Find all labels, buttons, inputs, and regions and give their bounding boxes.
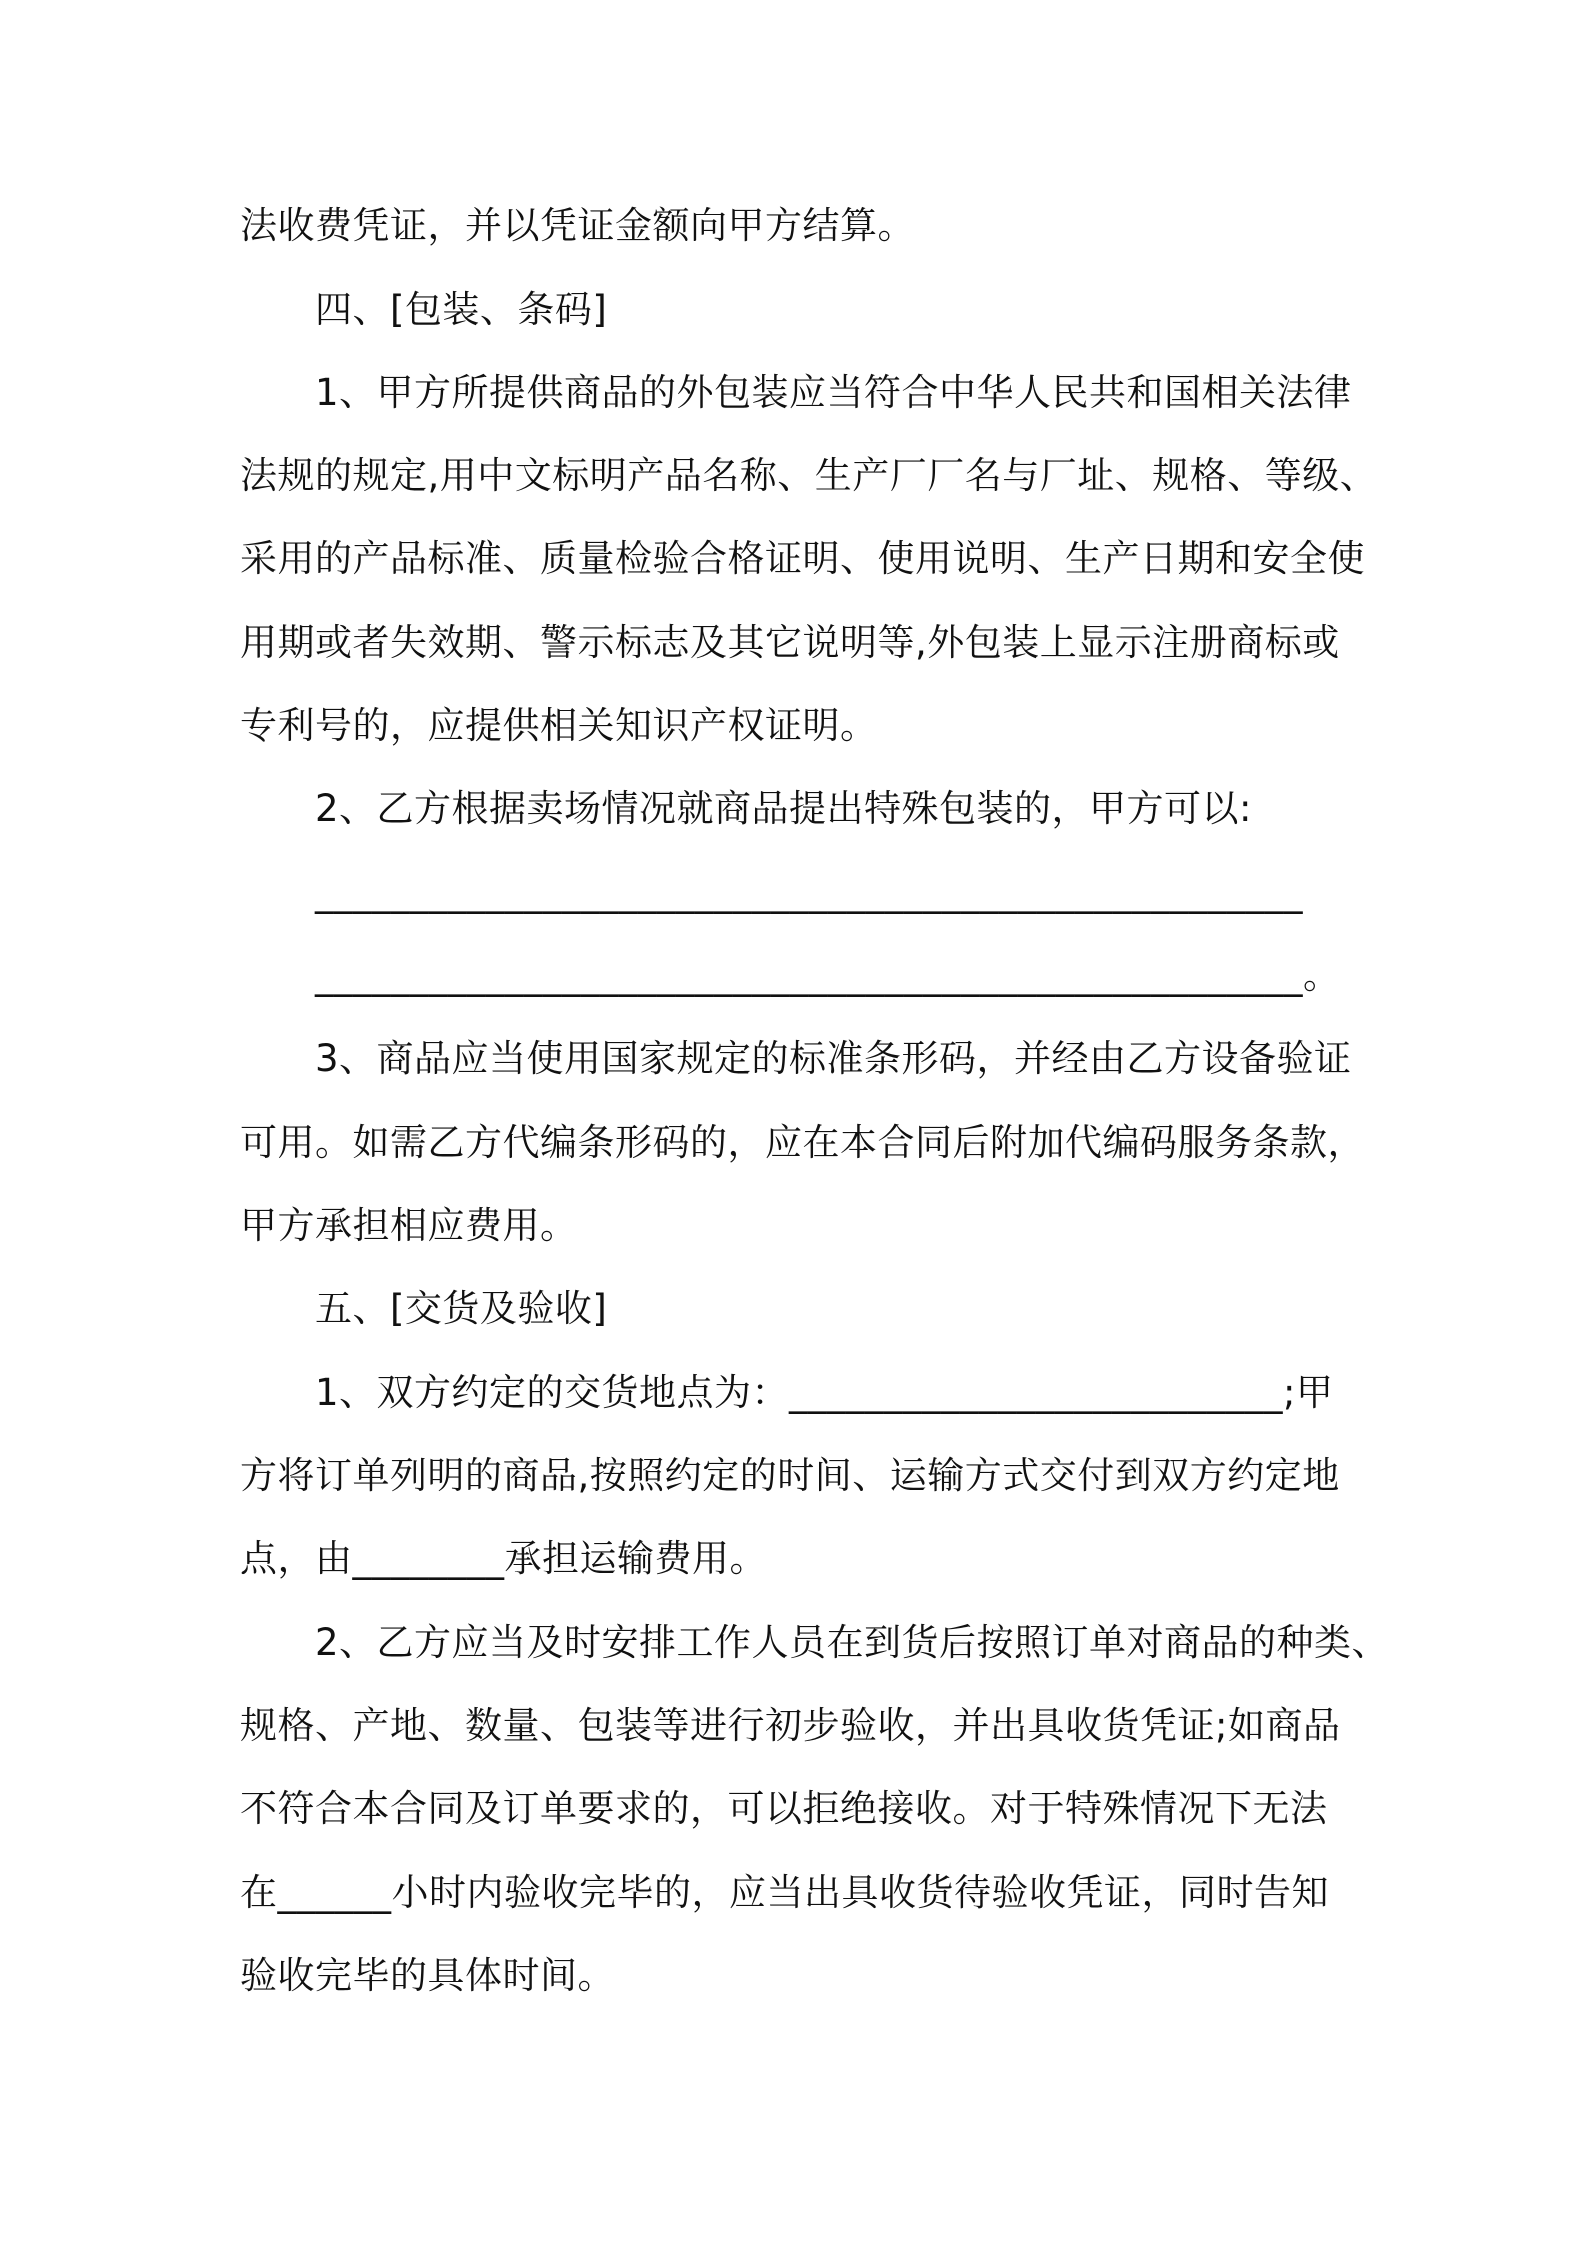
text-line: 用期或者失效期、警示标志及其它说明等,外包装上显示注册商标或 [240, 621, 1340, 664]
text-line: 甲方承担相应费用。 [240, 1204, 578, 1247]
text-line: 2、乙方应当及时安排工作人员在到货后按照订单对商品的种类、 [315, 1621, 1390, 1664]
text-line: 法规的规定,用中文标明产品名称、生产厂厂名与厂址、规格、等级、 [240, 454, 1378, 497]
text-line: 法收费凭证，并以凭证金额向甲方结算。 [240, 204, 915, 247]
blank-line: ____________________________________________________ [315, 871, 1303, 914]
text-line: 在______小时内验收完毕的，应当出具收货待验收凭证，同时告知 [240, 1871, 1329, 1914]
text-line: 1、甲方所提供商品的外包装应当符合中华人民共和国相关法律 [315, 371, 1352, 414]
blank-line: ____________________________________________________。 [315, 954, 1341, 997]
text-line: 采用的产品标准、质量检验合格证明、使用说明、生产日期和安全使 [240, 537, 1365, 580]
text-line: 专利号的，应提供相关知识产权证明。 [240, 704, 878, 747]
text-line: 可用。如需乙方代编条形码的，应在本合同后附加代编码服务条款， [240, 1121, 1365, 1164]
section-heading: 四、[包装、条码] [315, 288, 608, 331]
text-line: 3、商品应当使用国家规定的标准条形码，并经由乙方设备验证 [315, 1037, 1352, 1080]
text-line: 规格、产地、数量、包装等进行初步验收，并出具收货凭证;如商品 [240, 1704, 1341, 1747]
text-line: 点，由________承担运输费用。 [240, 1537, 767, 1580]
text-line: 2、乙方根据卖场情况就商品提出特殊包装的，甲方可以: [315, 787, 1253, 830]
text-line: 1、双方约定的交货地点为：__________________________;甲 [315, 1371, 1334, 1414]
text-line: 验收完毕的具体时间。 [240, 1954, 615, 1997]
text-line: 不符合本合同及订单要求的，可以拒绝接收。对于特殊情况下无法 [240, 1787, 1328, 1830]
section-heading: 五、[交货及验收] [315, 1287, 608, 1330]
text-line: 方将订单列明的商品,按照约定的时间、运输方式交付到双方约定地 [240, 1454, 1340, 1497]
